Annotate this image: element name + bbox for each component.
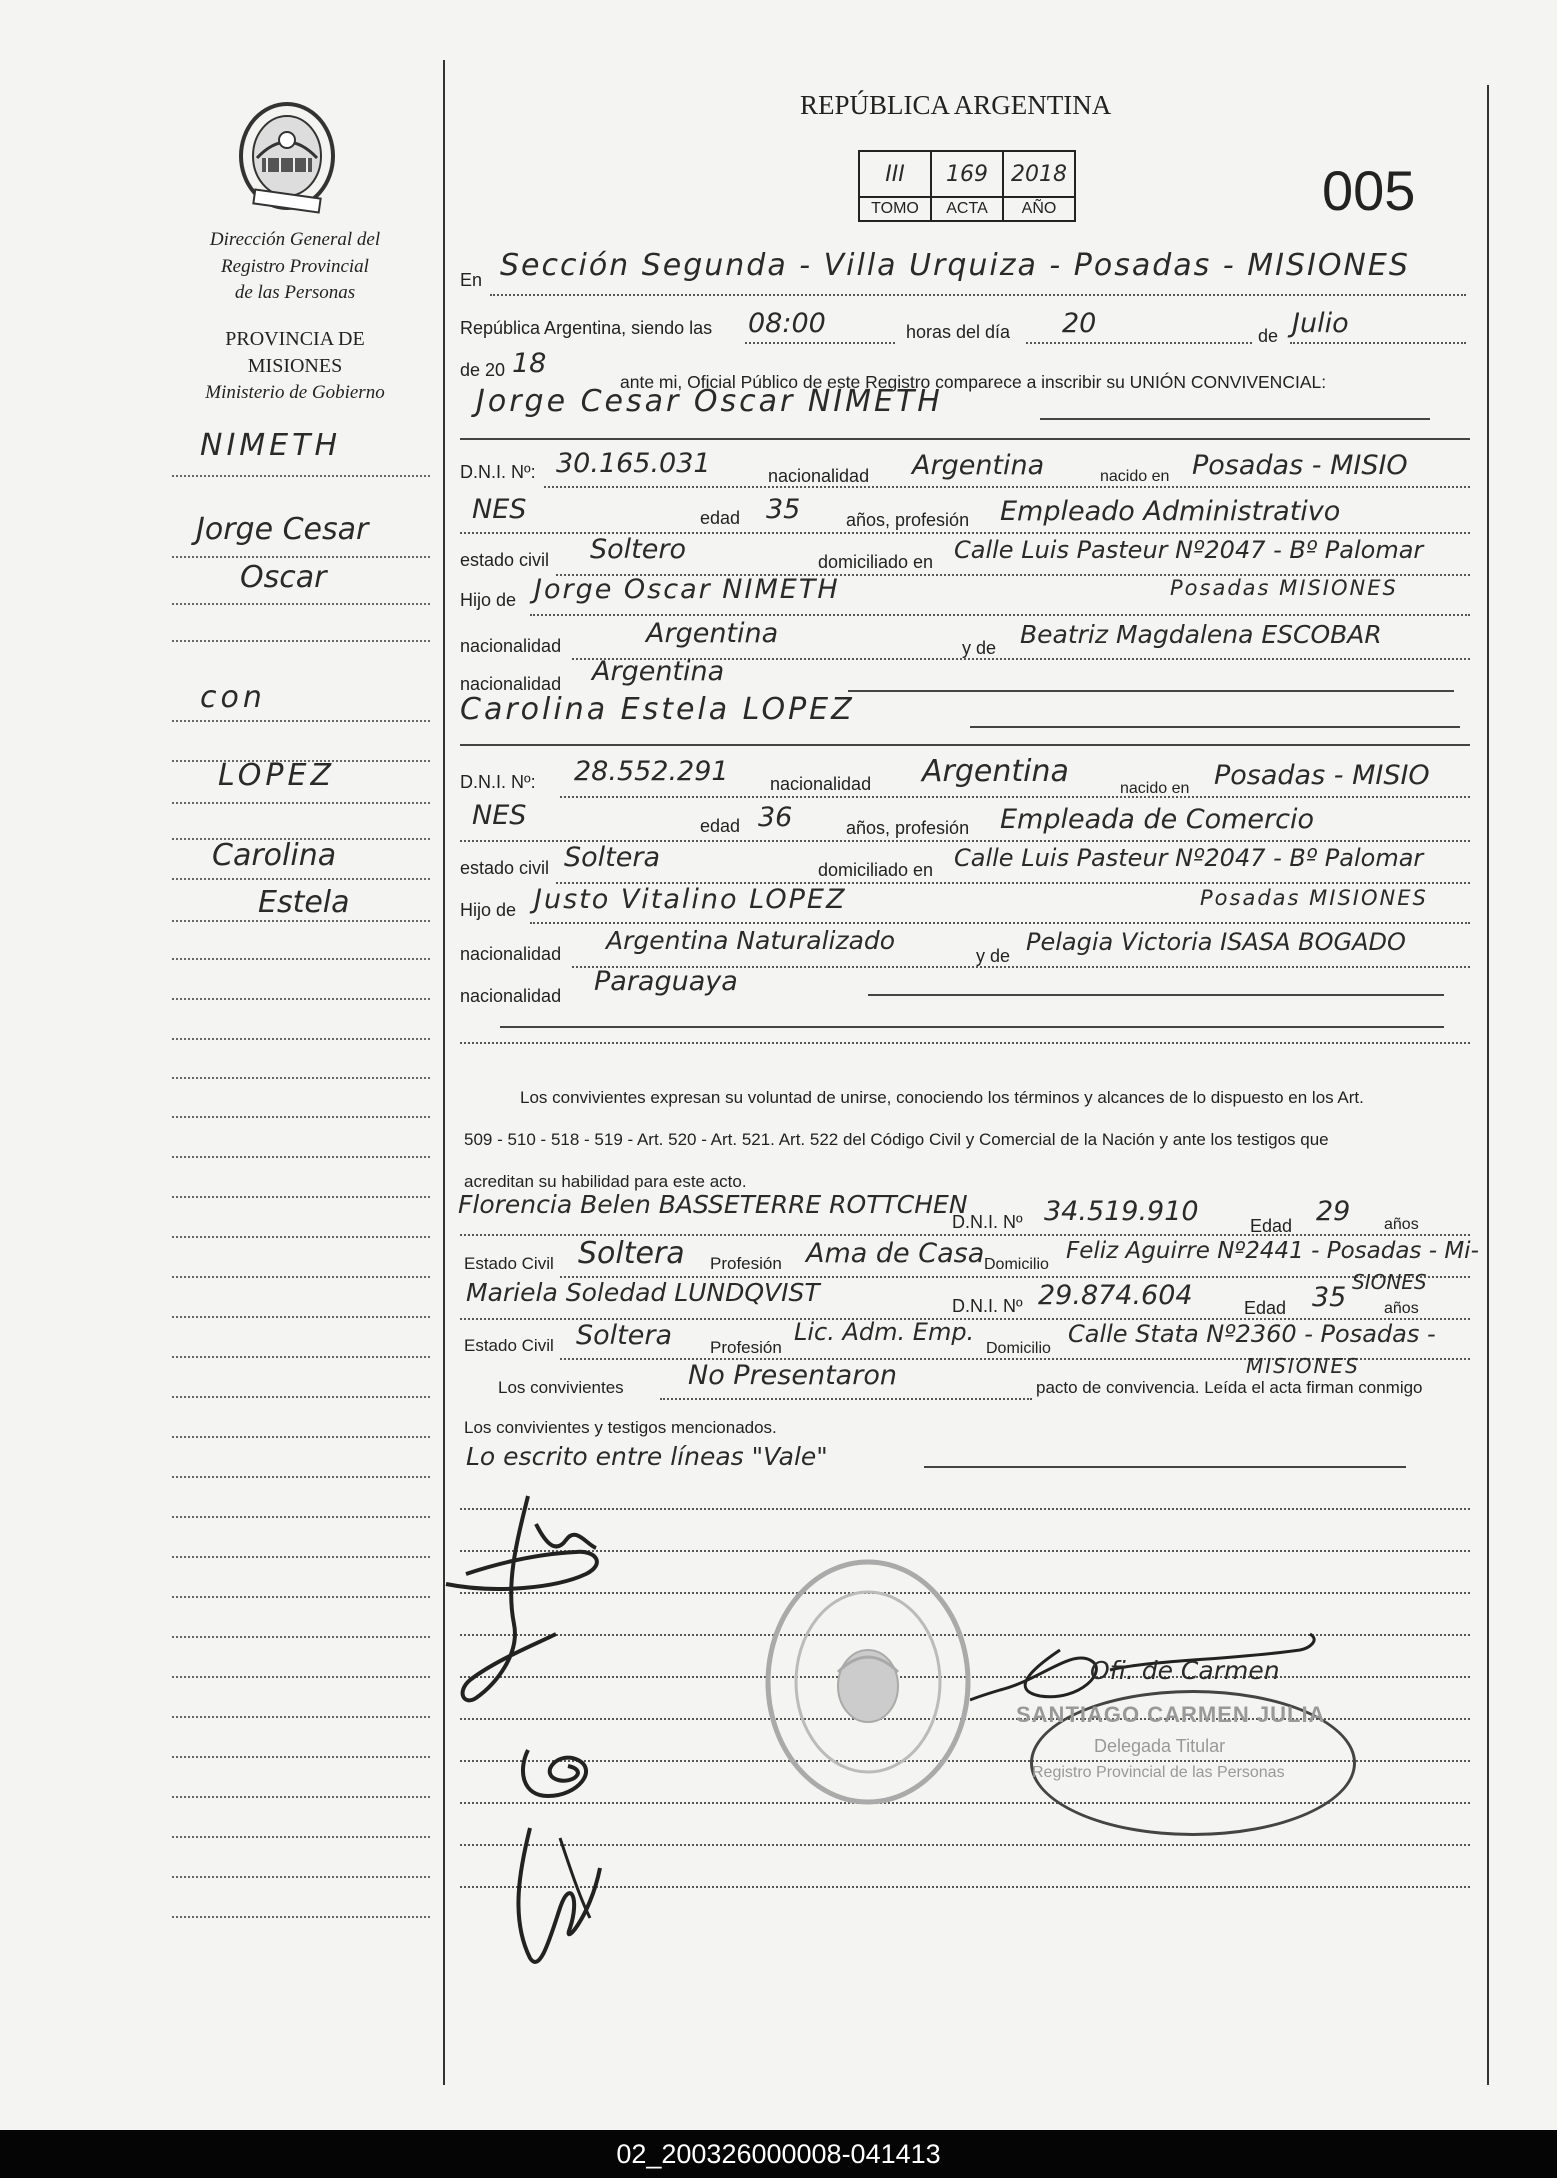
signature-convivientes [436,1484,636,1714]
witness1-dni-label: D.N.I. Nº [952,1212,1023,1232]
margin-rule [172,1516,430,1518]
person2-profession-label: años, profesión [846,818,970,838]
person2-name-line [970,726,1460,728]
person1-dni-label: D.N.I. Nº: [460,462,536,482]
margin-note: Estela [258,885,350,920]
margin-rule [172,1038,430,1040]
person2-mother-nat: Paraguaya [594,966,738,997]
margin-note: Carolina [212,838,337,873]
margin-note: con [200,680,266,715]
margin-note: Jorge Cesar [196,512,369,547]
witness1-age-label: Edad [1250,1216,1293,1236]
person1-domicile-label: domiciliado en [818,552,934,572]
person2-child-label: Hijo de [460,900,517,920]
scan-footer: 02_200326000008-041413 [0,2130,1557,2178]
person1-domicile-cont: Posadas MISIONES [1170,576,1398,600]
margin-rule [172,1796,430,1798]
witness2-profession: Lic. Adm. Emp. [794,1318,975,1346]
person1-father-nat: Argentina [646,618,779,649]
person2-father-nat: Argentina Naturalizado [606,926,896,955]
person1-civil-label: estado civil [460,550,550,570]
person1-mother-nat: Argentina [592,656,725,687]
margin-rule [172,760,430,762]
witness2-domicile-cont: MISIONES [1246,1354,1360,1378]
official-round-stamp [758,1552,978,1812]
place-line [490,294,1466,296]
margin-rule [172,958,430,960]
person1-child-label: Hijo de [460,590,517,610]
margin-rule [172,878,430,880]
right-margin-line [1487,85,1489,2085]
agency-line-2: Registro Provincial [221,256,369,277]
person2-name: Carolina Estela LOPEZ [460,692,855,727]
ministry: Ministerio de Gobierno [205,382,385,403]
witness1-domicile: Feliz Aguirre Nº2441 - Posadas - Mi- [1066,1238,1479,1264]
witness1-years-label: años [1384,1216,1419,1233]
person2-section-rule [460,744,1470,746]
margin-rule [172,1156,430,1158]
person2-mother-nat-line [868,994,1444,996]
official-name: SANTIAGO CARMEN JULIA [1016,1702,1326,1727]
witness2-dni-label: D.N.I. Nº [952,1296,1023,1316]
witness2-age-label: Edad [1244,1298,1287,1318]
person2-father: Justo Vitalino LOPEZ [534,884,847,915]
person2-father-nat-label: nacionalidad [460,944,562,964]
tomo-label: TOMO [871,200,919,217]
margin-rule [172,720,430,722]
witness2-civil-status: Soltera [576,1320,673,1351]
person2-dni-label: D.N.I. Nº: [460,772,536,792]
person1-born-label: nacido en [1100,468,1170,485]
ano-value: 2018 [1011,161,1067,187]
person1-row4-line [530,614,1470,616]
person1-age-label: edad [700,508,741,528]
signature-witness-1 [508,1730,608,1810]
person1-mother-nat-line [848,690,1454,692]
witness1-name: Florencia Belen BASSETERRE ROTTCHEN [458,1190,968,1219]
person2-mother: Pelagia Victoria ISASA BOGADO [1026,928,1406,956]
person1-name: Jorge Cesar Oscar NIMETH [476,384,943,419]
margin-rule [172,1756,430,1758]
record-number: 005 [1322,159,1416,222]
person2-profession: Empleada de Comercio [1000,804,1315,835]
person1-nat-label: nacionalidad [768,466,870,486]
margin-rule [172,920,430,922]
margin-rule [172,475,430,477]
pact-value: No Presentaron [688,1360,897,1391]
margin-rule [172,1236,430,1238]
margin-rule [172,1716,430,1718]
day-line [1026,342,1252,344]
witness1-profession-label: Profesión [710,1254,782,1273]
margin-rule [172,1876,430,1878]
margin-rule [172,998,430,1000]
person1-civil-status: Soltero [590,534,686,565]
closing-line-2: Los convivientes y testigos mencionados. [464,1418,777,1437]
witness2-profession-label: Profesión [710,1338,782,1357]
province-line-2: MISIONES [247,355,343,377]
witness2-name: Mariela Soledad LUNDQVIST [466,1278,820,1307]
official-registry: Registro Provincial de las Personas [1032,1764,1285,1781]
person2-and-of-label: y de [976,946,1011,966]
margin-rule [172,1356,430,1358]
person2-age: 36 [758,802,793,833]
witness1-age: 29 [1316,1196,1351,1227]
time-line [745,342,895,344]
margin-rule [172,1196,430,1198]
pact-text: pacto de convivencia. Leída el acta firman conmigo [1036,1378,1423,1397]
statement-line-2: 509 - 510 - 518 - 519 - Art. 520 - Art. 521. Art. 522 del Código Civil y Comercial de la Nación y ante los testigos que [464,1130,1329,1149]
witness2-domicile-label: Domicilio [986,1340,1051,1357]
en-label: En [460,270,483,290]
month-line [1290,342,1466,344]
official-signature-text: Ofi. de Carmen [1090,1656,1280,1685]
month-value: Julio [1292,308,1349,339]
person2-domicile: Calle Luis Pasteur Nº2047 - Bº Palomar [954,844,1424,872]
republic-label: República Argentina, siendo las [460,318,713,338]
margin-rule [172,1596,430,1598]
margin-note: NIMETH [200,428,342,463]
time-value: 08:00 [748,308,826,339]
person2-mother-nat-label: nacionalidad [460,986,562,1006]
ante-text: ante mi, Oficial Público de este Registro comparece a inscribir su UNIÓN CONVIVENCIAL: [620,372,1327,392]
person1-mother-nat-label: nacionalidad [460,674,562,694]
left-margin-line [443,60,445,2085]
person2-domicile-label: domiciliado en [818,860,934,880]
margin-rule [172,802,430,804]
witness1-profession: Ama de Casa [806,1238,985,1269]
person1-profession: Empleado Administrativo [1000,496,1341,527]
margin-rule [172,1316,430,1318]
agency-line-1: Dirección General del [209,229,381,250]
margin-rule [172,1676,430,1678]
closing-note: Lo escrito entre líneas "Vale" [466,1442,828,1471]
person2-civil-label: estado civil [460,858,550,878]
day-value: 20 [1062,308,1097,339]
person1-row1-line [544,486,1470,488]
margin-rule [172,1276,430,1278]
witness1-dni: 34.519.910 [1044,1196,1199,1227]
person2-nationality: Argentina [922,754,1069,789]
margin-rule [172,1436,430,1438]
margin-note: LOPEZ [218,758,336,793]
signature-witness-2 [500,1808,620,1978]
person2-domicile-cont: Posadas MISIONES [1200,886,1428,910]
acta-value: 169 [946,161,988,187]
person1-born-place: Posadas - MISIO [1192,450,1408,481]
pact-line [660,1398,1032,1400]
person2-born-label: nacido en [1120,780,1190,797]
official-title: Delegada Titular [1094,1736,1226,1756]
witness2-domicile: Calle Stata Nº2360 - Posadas - [1068,1320,1436,1348]
tomo-value: III [885,161,905,187]
margin-rule [172,1636,430,1638]
person2-row4-line [530,922,1470,924]
margin-rule [172,1836,430,1838]
statement-line-3: acreditan su habilidad para este acto. [464,1172,747,1191]
witness1-civil-label: Estado Civil [464,1254,554,1273]
registry-table [858,150,1076,222]
statement-line-1: Los convivientes expresan su voluntad de unirse, conociendo los términos y alcances de lo dispuesto en los Art. [520,1088,1364,1107]
person2-dni: 28.552.291 [574,756,729,787]
person1-dni: 30.165.031 [556,448,711,479]
margin-rule [172,1116,430,1118]
margin-rule [172,556,430,558]
witness2-age: 35 [1312,1282,1347,1313]
person1-section-rule [460,438,1470,440]
person1-father: Jorge Oscar NIMETH [534,574,840,605]
margin-rule [172,640,430,642]
margin-rule [172,838,430,840]
place-value: Sección Segunda - Villa Urquiza - Posadas - MISIONES [500,248,1410,283]
person2-end-dots [460,1042,1470,1044]
republic-title: REPÚBLICA ARGENTINA [800,90,1112,120]
witness1-civil-status: Soltera [578,1236,685,1271]
person2-born-place-cont: NES [472,800,527,831]
witness2-civil-label: Estado Civil [464,1336,554,1355]
hours-label: horas del día [906,322,1011,342]
ano-label: AÑO [1021,200,1057,217]
person1-father-nat-label: nacionalidad [460,636,562,656]
agency-line-3: de las Personas [234,282,356,303]
person1-age: 35 [766,494,801,525]
margin-rule [172,1556,430,1558]
person1-mother: Beatriz Magdalena ESCOBAR [1020,620,1382,649]
witness2-domicile-prev-cont: SIONES [1352,1270,1427,1294]
person2-born-place: Posadas - MISIO [1214,760,1430,791]
person1-born-place-cont: NES [472,494,527,525]
acta-label: ACTA [946,200,988,217]
province-line-1: PROVINCIA DE [225,328,365,350]
person1-domicile: Calle Luis Pasteur Nº2047 - Bº Palomar [954,536,1424,564]
person2-row1-line [560,796,1470,798]
closing-note-line [924,1466,1406,1468]
person1-name-line [1040,418,1430,420]
person2-end-rule [500,1026,1444,1028]
year-prefix: de 20 [460,360,506,380]
de-label: de [1258,326,1279,346]
person1-and-of-label: y de [962,638,997,658]
person1-profession-label: años, profesión [846,510,970,530]
person2-age-label: edad [700,816,741,836]
witness2-years-label: años [1384,1300,1419,1317]
margin-rule [172,1476,430,1478]
province-seal [232,96,342,220]
margin-rule [172,1396,430,1398]
convivientes-label: Los convivientes [498,1378,624,1397]
person1-nationality: Argentina [912,450,1045,481]
witness2-dni: 29.874.604 [1038,1280,1193,1311]
year-suffix: 18 [512,348,547,379]
person2-nat-label: nacionalidad [770,774,872,794]
person2-civil-status: Soltera [564,842,661,873]
margin-rule [172,1916,430,1918]
margin-note: Oscar [240,560,327,595]
witness1-domicile-label: Domicilio [984,1256,1049,1273]
margin-rule [172,1077,430,1079]
margin-rule [172,603,430,605]
